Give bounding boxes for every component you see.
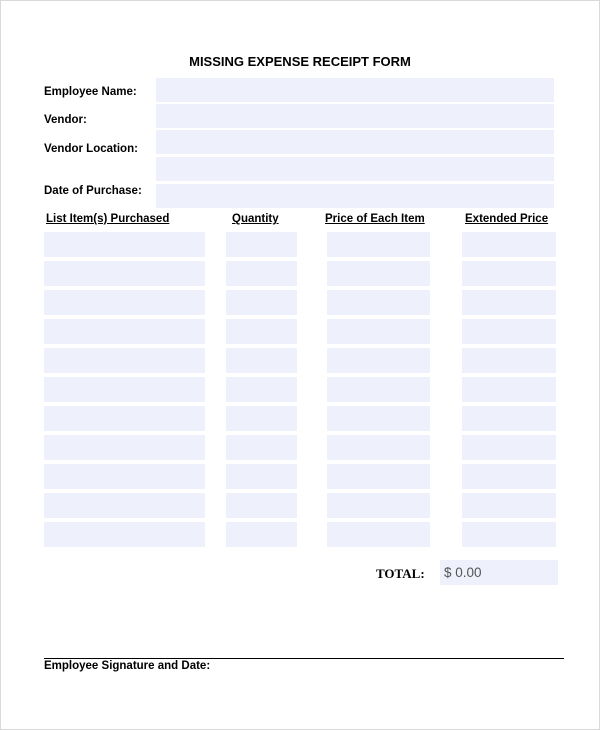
price-each-field[interactable] bbox=[327, 464, 430, 489]
column-header-quantity: Quantity bbox=[232, 213, 279, 225]
extended-price-field[interactable] bbox=[462, 232, 556, 257]
total-label: TOTAL: bbox=[376, 566, 425, 581]
price-each-field[interactable] bbox=[327, 261, 430, 286]
quantity-field[interactable] bbox=[226, 522, 297, 547]
price-each-field[interactable] bbox=[327, 493, 430, 518]
extended-price-field[interactable] bbox=[462, 493, 556, 518]
signature-line bbox=[44, 658, 564, 659]
date-of-purchase-field[interactable] bbox=[156, 184, 554, 208]
date-of-purchase-label: Date of Purchase: bbox=[44, 185, 142, 197]
vendor-label: Vendor: bbox=[44, 114, 87, 126]
quantity-field[interactable] bbox=[226, 406, 297, 431]
form-title: MISSING EXPENSE RECEIPT FORM bbox=[189, 54, 411, 69]
price-each-field[interactable] bbox=[327, 290, 430, 315]
item-description-field[interactable] bbox=[44, 377, 205, 402]
item-description-field[interactable] bbox=[44, 406, 205, 431]
extended-price-field[interactable] bbox=[462, 522, 556, 547]
total-value-field[interactable]: $ 0.00 bbox=[440, 560, 558, 585]
extended-price-field[interactable] bbox=[462, 290, 556, 315]
extended-price-field[interactable] bbox=[462, 406, 556, 431]
quantity-field[interactable] bbox=[226, 261, 297, 286]
price-each-field[interactable] bbox=[327, 377, 430, 402]
item-description-field[interactable] bbox=[44, 232, 205, 257]
item-description-field[interactable] bbox=[44, 435, 205, 460]
price-each-field[interactable] bbox=[327, 319, 430, 344]
column-header-extended-price: Extended Price bbox=[465, 213, 549, 225]
price-each-field[interactable] bbox=[327, 522, 430, 547]
quantity-field[interactable] bbox=[226, 377, 297, 402]
column-header-price: Price of Each Item bbox=[325, 213, 425, 225]
item-description-field[interactable] bbox=[44, 522, 205, 547]
vendor-location-field-line1[interactable] bbox=[156, 130, 554, 154]
quantity-field[interactable] bbox=[226, 232, 297, 257]
extended-price-field[interactable] bbox=[462, 261, 556, 286]
item-description-field[interactable] bbox=[44, 261, 205, 286]
extended-price-field[interactable] bbox=[462, 348, 556, 373]
vendor-field[interactable] bbox=[156, 104, 554, 128]
column-header-items: List Item(s) Purchased bbox=[46, 213, 170, 225]
employee-name-field[interactable] bbox=[156, 78, 554, 102]
extended-price-field[interactable] bbox=[462, 377, 556, 402]
quantity-field[interactable] bbox=[226, 348, 297, 373]
extended-price-field[interactable] bbox=[462, 464, 556, 489]
quantity-field[interactable] bbox=[226, 290, 297, 315]
employee-name-label: Employee Name: bbox=[44, 86, 137, 98]
item-description-field[interactable] bbox=[44, 464, 205, 489]
price-each-field[interactable] bbox=[327, 232, 430, 257]
vendor-location-label: Vendor Location: bbox=[44, 143, 138, 155]
price-each-field[interactable] bbox=[327, 435, 430, 460]
price-each-field[interactable] bbox=[327, 406, 430, 431]
price-each-field[interactable] bbox=[327, 348, 430, 373]
vendor-location-field-line2[interactable] bbox=[156, 157, 554, 181]
item-description-field[interactable] bbox=[44, 348, 205, 373]
quantity-field[interactable] bbox=[226, 464, 297, 489]
extended-price-field[interactable] bbox=[462, 435, 556, 460]
signature-label: Employee Signature and Date: bbox=[44, 660, 211, 672]
item-description-field[interactable] bbox=[44, 319, 205, 344]
item-description-field[interactable] bbox=[44, 290, 205, 315]
quantity-field[interactable] bbox=[226, 493, 297, 518]
quantity-field[interactable] bbox=[226, 435, 297, 460]
quantity-field[interactable] bbox=[226, 319, 297, 344]
extended-price-field[interactable] bbox=[462, 319, 556, 344]
item-description-field[interactable] bbox=[44, 493, 205, 518]
